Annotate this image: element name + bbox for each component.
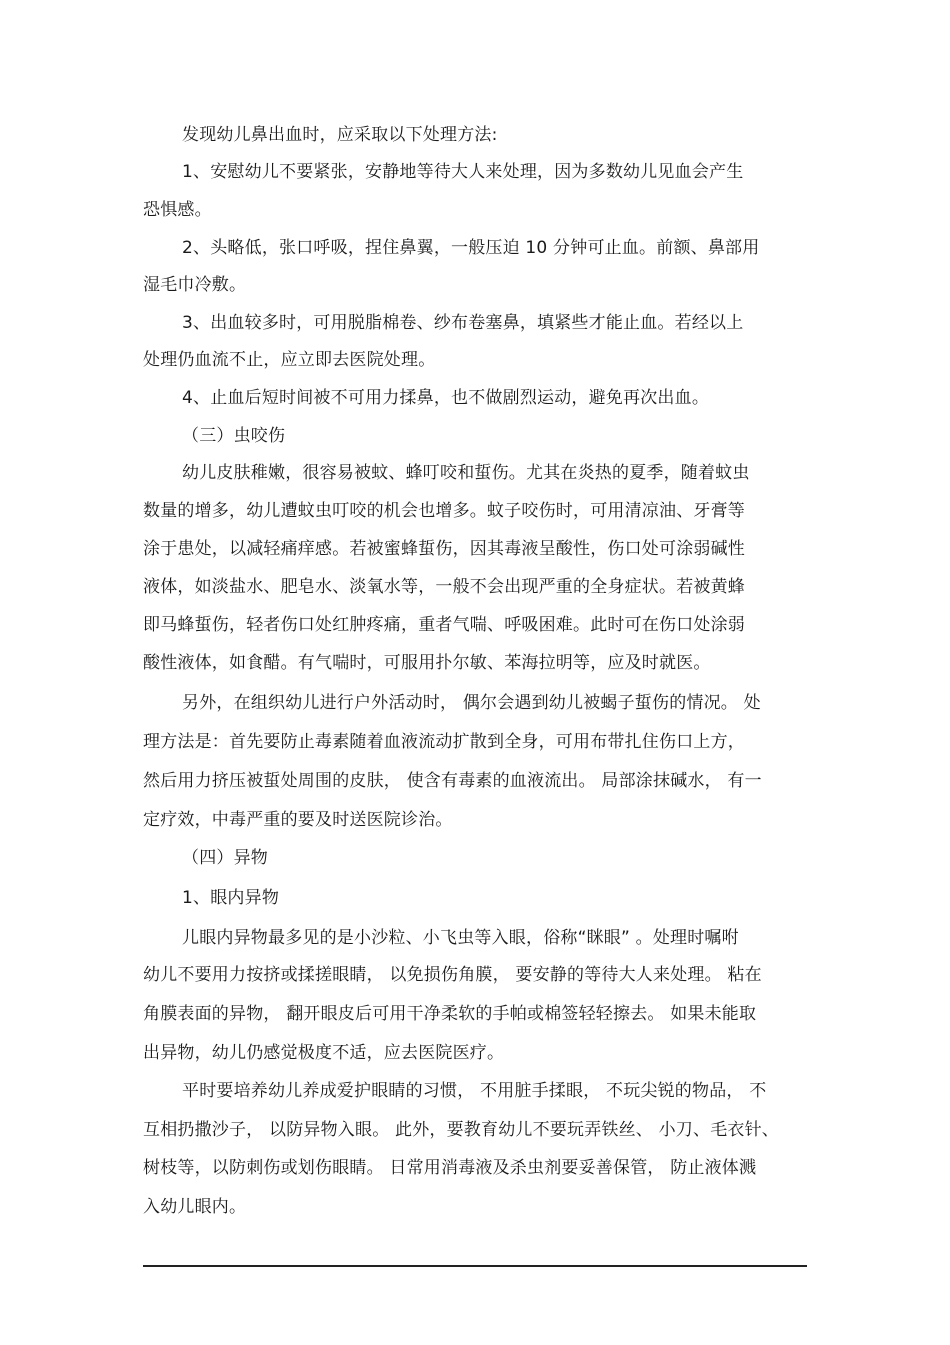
text-line: 幼儿不要用力按挤或揉搓眼睛， 以免损伤角膜， 要安静的等待大人来处理。 粘在 — [143, 965, 762, 985]
text-line: 角膜表面的异物， 翻开眼皮后可用干净柔软的手帕或棉签轻轻擦去。 如果未能取 — [143, 1004, 757, 1024]
text-line: 即马蜂蜇伤，轻者伤口处红肿疼痛，重者气喘、呼吸困难。此时可在伤口处涂弱 — [143, 615, 745, 635]
text-line: 入幼儿眼内。 — [143, 1197, 247, 1217]
section-heading: （四）异物 — [182, 848, 268, 868]
text-line: 恐惧感。 — [143, 200, 212, 220]
text-line: 出异物，幼儿仍感觉极度不适，应去医院医疗。 — [143, 1043, 505, 1063]
text-line: 定疗效，中毒严重的要及时送医院诊治。 — [143, 810, 453, 830]
text-line: 液体，如淡盐水、肥皂水、淡氧水等，一般不会出现严重的全身症状。若被黄蜂 — [143, 577, 745, 597]
section-heading: （三）虫咬伤 — [182, 426, 286, 446]
text-line: 3、出血较多时，可用脱脂棉卷、纱布卷塞鼻，填紧些才能止血。若经以上 — [182, 313, 744, 333]
text-line: 发现幼儿鼻出血时，应采取以下处理方法: — [182, 125, 498, 145]
text-line: 酸性液体，如食醋。有气喘时，可服用扑尔敏、苯海拉明等，应及时就医。 — [143, 653, 711, 673]
text-line: 幼儿皮肤稚嫩，很容易被蚊、蜂叮咬和蜇伤。尤其在炎热的夏季，随着蚊虫 — [182, 463, 750, 483]
text-line: 另外，在组织幼儿进行户外活动时， 偶尔会遇到幼儿被蝎子蜇伤的情况。 处 — [182, 693, 761, 713]
text-line: 4、止血后短时间被不可用力揉鼻，也不做剧烈运动，避免再次出血。 — [182, 388, 710, 408]
text-line: 互相扔撒沙子， 以防异物入眼。 此外，要教育幼儿不要玩弄铁丝、 小刀、毛衣针、 — [143, 1120, 780, 1140]
text-line: 湿毛巾冷敷。 — [143, 275, 247, 295]
text-line: 处理仍血流不止，应立即去医院处理。 — [143, 350, 436, 370]
text-line: 数量的增多，幼儿遭蚊虫叮咬的机会也增多。蚊子咬伤时，可用清凉油、牙膏等 — [143, 501, 745, 521]
text-line: 然后用力挤压被蜇处周围的皮肤， 使含有毒素的血液流出。 局部涂抹碱水， 有一 — [143, 771, 762, 791]
subsection-heading: 1、眼内异物 — [182, 888, 280, 908]
text-line: 树枝等，以防刺伤或划伤眼睛。 日常用消毒液及杀虫剂要妥善保管， 防止液体溅 — [143, 1158, 757, 1178]
text-line: 涂于患处，以减轻痛痒感。若被蜜蜂蜇伤，因其毒液呈酸性，伤口处可涂弱碱性 — [143, 539, 745, 559]
footer-rule — [143, 1265, 807, 1267]
text-line: 儿眼内异物最多见的是小沙粒、小飞虫等入眼，俗称“眯眼” 。处理时嘱咐 — [182, 928, 739, 948]
text-line: 理方法是：首先要防止毒素随着血液流动扩散到全身，可用布带扎住伤口上方， — [143, 732, 745, 752]
text-line: 平时要培养幼儿养成爱护眼睛的习惯， 不用脏手揉眼， 不玩尖锐的物品， 不 — [182, 1081, 767, 1101]
text-line: 1、安慰幼儿不要紧张，安静地等待大人来处理，因为多数幼儿见血会产生 — [182, 162, 744, 182]
text-line: 2、头略低，张口呼吸，捏住鼻翼，一般压迫 10 分钟可止血。前额、鼻部用 — [182, 238, 760, 258]
